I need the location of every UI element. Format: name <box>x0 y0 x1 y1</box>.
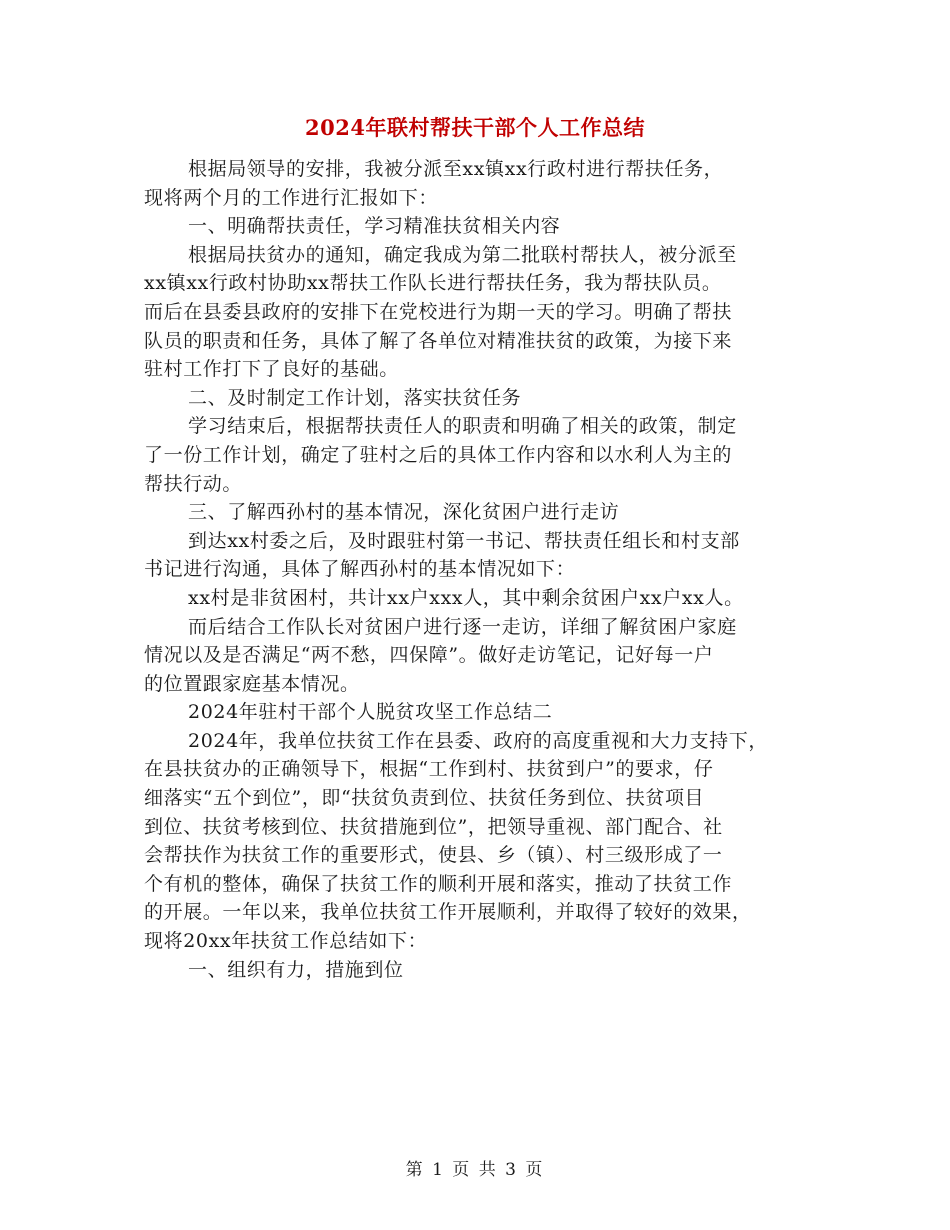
body-text-line: 而后在县委县政府的安排下在党校进行为期一天的学习。明确了帮扶 <box>144 300 733 323</box>
body-text-line: 书记进行沟通，具体了解西孙村的基本情况如下： <box>144 558 576 581</box>
body-text-line: 现将20xx年扶贫工作总结如下： <box>144 930 428 953</box>
body-text-line: 的位置跟家庭基本情况。 <box>144 672 360 695</box>
body-text-line: 驻村工作打下了良好的基础。 <box>144 358 399 381</box>
body-text-line: 二、及时制定工作计划，落实扶贫任务 <box>188 386 522 409</box>
body-text-line: 队员的职责和任务，具体了解了各单位对精准扶贫的政策，为接下来 <box>144 329 733 352</box>
body-text-line: 个有机的整体，确保了扶贫工作的顺利开展和落实，推动了扶贫工作 <box>144 872 733 895</box>
body-text-line: 而后结合工作队长对贫困户进行逐一走访，详细了解贫困户家庭 <box>188 615 737 638</box>
body-text-line: 到位、扶贫考核到位、扶贫措施到位”，把领导重视、部门配合、社 <box>144 815 723 838</box>
body-text-line: 2024年，我单位扶贫工作在县委、政府的高度重视和大力支持下， <box>188 729 768 752</box>
body-text-line: 学习结束后，根据帮扶责任人的职责和明确了相关的政策，制定 <box>188 415 737 438</box>
body-text-line: xx镇xx行政村协助xx帮扶工作队长进行帮扶任务，我为帮扶队员。 <box>144 272 722 295</box>
body-text-line: 根据局扶贫办的通知，确定我成为第二批联村帮扶人，被分派至 <box>188 243 737 266</box>
body-text-line: 的开展。一年以来，我单位扶贫工作开展顺利，并取得了较好的效果， <box>144 901 752 924</box>
body-text-line: 三、了解西孙村的基本情况，深化贫困户进行走访 <box>188 501 620 524</box>
body-text-line: 一、明确帮扶责任，学习精准扶贫相关内容 <box>188 215 561 238</box>
body-text-line: 一、组织有力，措施到位 <box>188 958 404 981</box>
body-text-line: 到达xx村委之后，及时跟驻村第一书记、帮扶责任组长和村支部 <box>188 529 740 552</box>
body-text-line: 会帮扶作为扶贫工作的重要形式，使县、乡（镇）、村三级形成了一 <box>144 844 723 867</box>
body-text-line: 在县扶贫办的正确领导下，根据“工作到村、扶贫到户”的要求，仔 <box>144 758 714 781</box>
document-title: 2024年联村帮扶干部个人工作总结 <box>305 115 645 140</box>
body-text-line: xx村是非贫困村，共计xx户xxx人，其中剩余贫困户xx户xx人。 <box>188 586 744 609</box>
body-text-line: 情况以及是否满足“两不愁，四保障”。做好走访笔记，记好每一户 <box>144 644 714 667</box>
document-body <box>144 155 824 984</box>
body-text-line: 2024年驻村干部个人脱贫攻坚工作总结二 <box>188 701 553 724</box>
body-text-line: 细落实“五个到位”，即“扶贫负责到位、扶贫任务到位、扶贫项目 <box>144 787 705 810</box>
body-text-line: 了一份工作计划，确定了驻村之后的具体工作内容和以水利人为主的 <box>144 443 733 466</box>
body-text-line: 现将两个月的工作进行汇报如下： <box>144 186 439 209</box>
page-number: 第 1 页 共 3 页 <box>405 1160 545 1180</box>
body-text-line: 根据局领导的安排，我被分派至xx镇xx行政村进行帮扶任务， <box>188 158 724 180</box>
body-text-line: 帮扶行动。 <box>144 472 243 495</box>
